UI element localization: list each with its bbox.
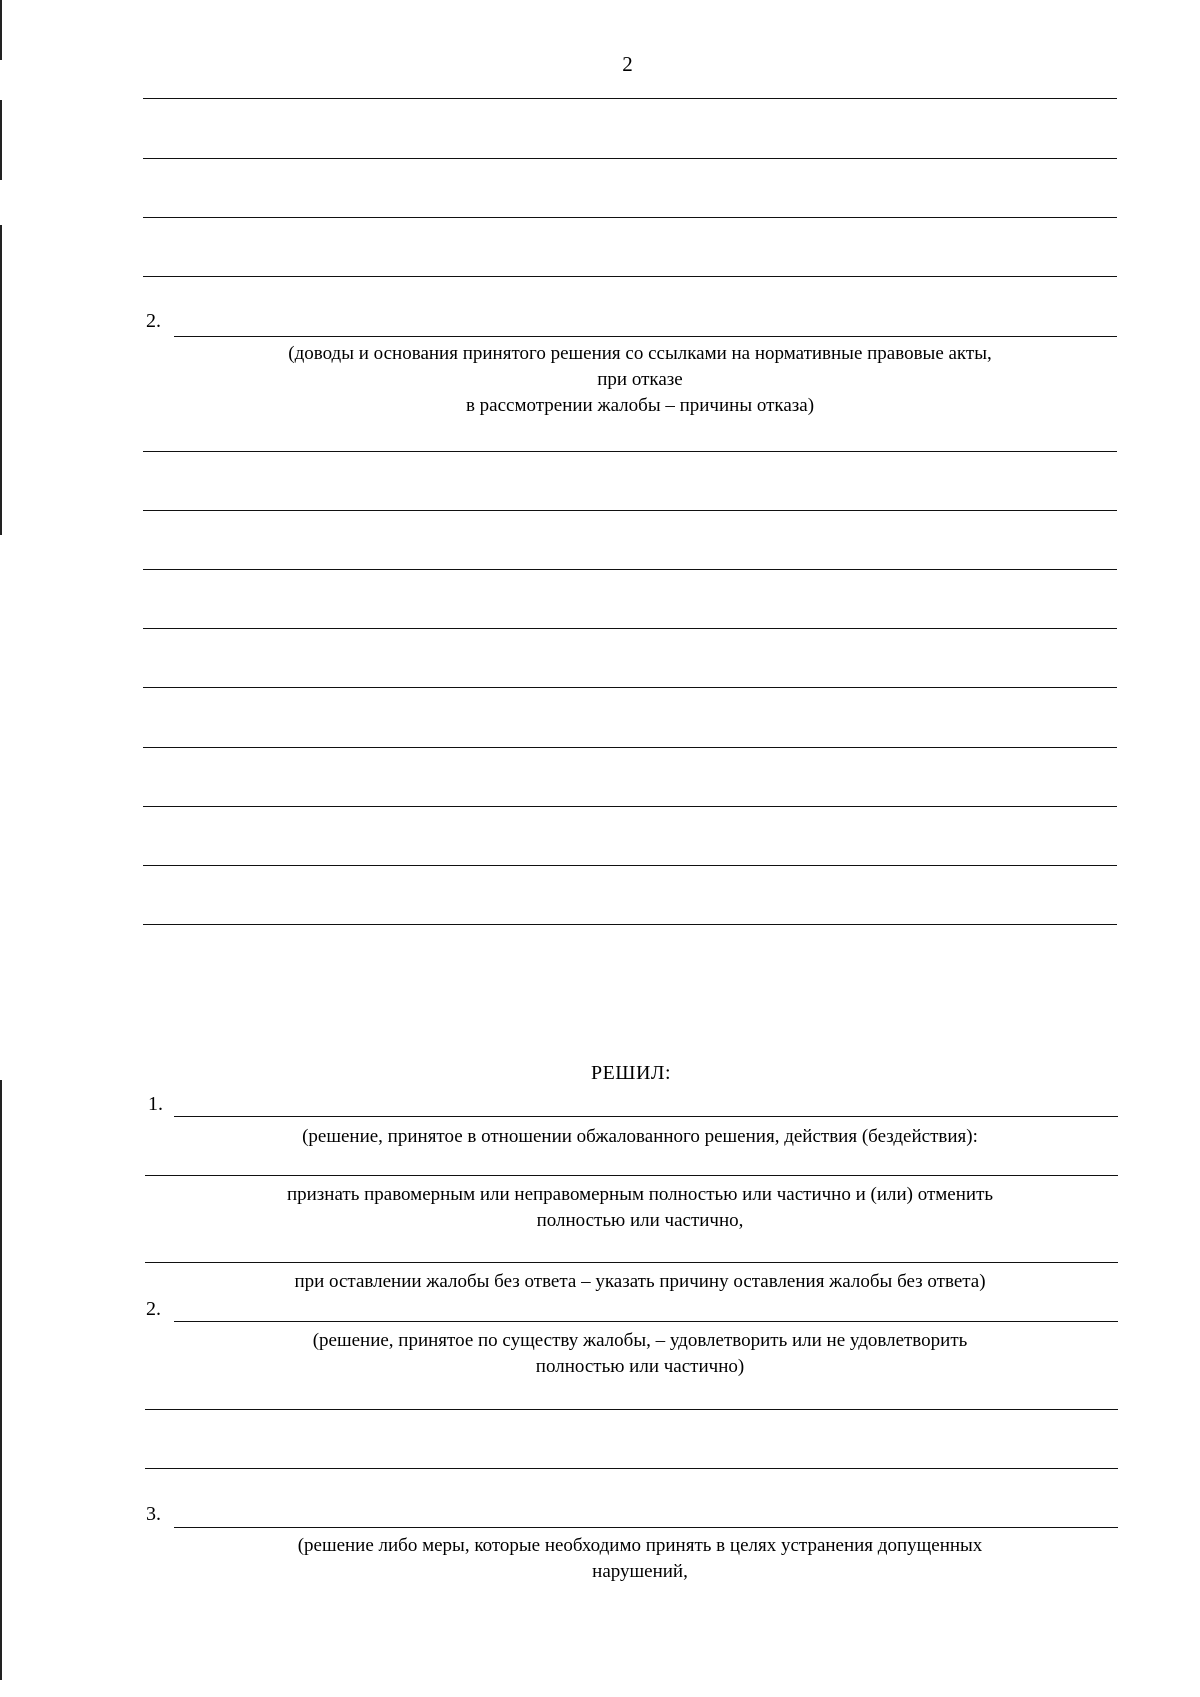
blank-line[interactable] bbox=[143, 510, 1117, 511]
blank-line[interactable] bbox=[143, 451, 1117, 452]
decision-item-3-caption bbox=[145, 1533, 1135, 1585]
scan-edge-mark bbox=[0, 0, 2, 60]
decision-item-1-number: 1. bbox=[148, 1093, 163, 1115]
blank-line[interactable] bbox=[143, 98, 1117, 99]
blank-line[interactable] bbox=[145, 1262, 1118, 1263]
blank-line[interactable] bbox=[143, 687, 1117, 688]
blank-line[interactable] bbox=[143, 217, 1117, 218]
decision-item-1-caption-line-4: при оставлении жалобы без ответа – указать причину оставления жалобы без ответа) bbox=[294, 1271, 986, 1292]
item-2-line[interactable] bbox=[174, 336, 1117, 337]
blank-line[interactable] bbox=[143, 276, 1117, 277]
decision-item-1-line[interactable] bbox=[174, 1116, 1118, 1117]
blank-line[interactable] bbox=[145, 1468, 1118, 1469]
blank-line[interactable] bbox=[143, 806, 1117, 807]
item-2-caption-line-3: в рассмотрении жалобы – причины отказа) bbox=[465, 395, 815, 416]
blank-line[interactable] bbox=[143, 569, 1117, 570]
blank-line[interactable] bbox=[145, 1409, 1118, 1410]
item-2-caption-line-2: при отказе bbox=[597, 369, 683, 390]
decision-item-1-caption-a bbox=[145, 1124, 1135, 1150]
decision-item-3-caption-line-1: (решение либо меры, которые необходимо принять в целях устранения допущенных bbox=[297, 1535, 983, 1556]
blank-line[interactable] bbox=[143, 924, 1117, 925]
decision-item-2-number: 2. bbox=[146, 1298, 161, 1320]
scan-edge-mark bbox=[0, 225, 2, 535]
page-number: 2 bbox=[622, 52, 633, 76]
decision-item-1-caption-line-3: полностью или частично, bbox=[536, 1210, 744, 1231]
decision-item-1-caption-b bbox=[145, 1182, 1135, 1234]
blank-line[interactable] bbox=[143, 158, 1117, 159]
decision-item-3-caption-line-2: нарушений, bbox=[592, 1561, 688, 1582]
decision-item-2-caption-line-1: (решение, принятое по существу жалобы, – удовлетворить или не удовлетворить bbox=[312, 1330, 968, 1351]
decision-item-1-caption-c bbox=[145, 1269, 1135, 1295]
item-2-number: 2. bbox=[146, 310, 161, 332]
decision-item-2-caption bbox=[145, 1328, 1135, 1380]
decision-item-2-line[interactable] bbox=[174, 1321, 1118, 1322]
item-2-caption bbox=[145, 341, 1135, 419]
decision-item-1-caption-line-1: (решение, принятое в отношении обжалованного решения, действия (бездействия): bbox=[302, 1126, 978, 1147]
decision-item-3-line[interactable] bbox=[174, 1527, 1118, 1528]
blank-line[interactable] bbox=[145, 1175, 1118, 1176]
decision-heading: РЕШИЛ: bbox=[590, 1062, 672, 1084]
scan-edge-mark bbox=[0, 1080, 2, 1680]
blank-line[interactable] bbox=[143, 865, 1117, 866]
decision-item-1-caption-line-2: признать правомерным или неправомерным полностью или частично и (или) отменить bbox=[286, 1184, 994, 1205]
decision-item-3-number: 3. bbox=[146, 1503, 161, 1525]
decision-item-2-caption-line-2: полностью или частично) bbox=[535, 1356, 745, 1377]
blank-line[interactable] bbox=[143, 747, 1117, 748]
item-2-caption-line-1: (доводы и основания принятого решения со ссылками на нормативные правовые акты, bbox=[288, 343, 992, 364]
scan-edge-mark bbox=[0, 100, 2, 180]
blank-line[interactable] bbox=[143, 628, 1117, 629]
